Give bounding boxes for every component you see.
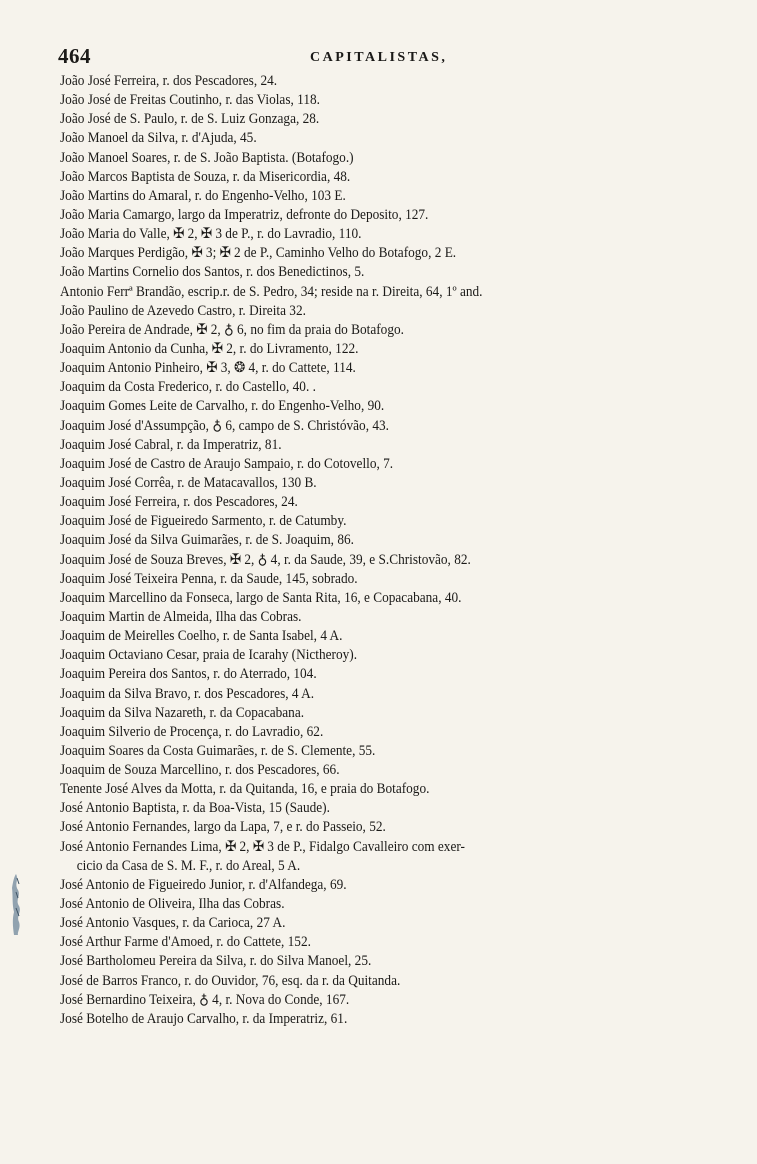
entry-text: João José Ferreira, r. dos Pescadores, 24. [60, 73, 278, 89]
directory-entry [60, 952, 665, 971]
entry-text: José Bernardino Teixeira, ♁ 4, r. Nova do Conde, 167. [60, 991, 350, 1008]
directory-entry [60, 627, 665, 646]
directory-entry [60, 685, 665, 704]
entry-text: Joaquim Antonio Pinheiro, ✠ 3, ❂ 4, r. do Cattete, 114. [60, 360, 356, 377]
entry-text: Joaquim José Teixeira Penna, r. da Saude, 145, sobrado. [60, 570, 358, 587]
entry-text: Joaquim Soares da Costa Guimarães, r. de S. Clemente, 55. [60, 742, 376, 759]
entry-text: Joaquim Antonio da Cunha, ✠ 2, r. do Livramento, 122. [60, 340, 359, 357]
entry-text: José Botelho de Araujo Carvalho, r. da Imperatriz, 61. [60, 1010, 348, 1027]
entry-list [60, 72, 710, 1029]
entry-text: João Paulino de Azevedo Castro, r. Direita 32. [60, 302, 306, 319]
directory-entry [60, 263, 665, 282]
directory-entry [60, 531, 665, 550]
directory-entry [60, 493, 665, 512]
entry-text: Joaquim José Corrêa, r. de Matacavallos, 130 B. [60, 474, 317, 491]
directory-entry [60, 455, 665, 474]
running-head: CAPITALISTAS, [310, 50, 448, 65]
directory-entry [60, 474, 665, 493]
entry-text: João Manoel da Silva, r. d'Ajuda, 45. [60, 130, 257, 147]
entry-text: Tenente José Alves da Motta, r. da Quitanda, 16, e praia do Botafogo. [60, 781, 430, 798]
entry-text: Joaquim José de Figueiredo Sarmento, r. de Catumby. [60, 513, 347, 530]
entry-text: Joaquim Martin de Almeida, Ilha das Cobras. [60, 608, 302, 625]
directory-entry [60, 551, 665, 570]
entry-text: Joaquim de Souza Marcellino, r. dos Pescadores, 66. [60, 762, 340, 779]
directory-entry [60, 187, 665, 206]
directory-entry [60, 378, 665, 397]
directory-entry [60, 723, 665, 742]
directory-entry [60, 570, 665, 589]
directory-entry [60, 972, 665, 991]
directory-entry [60, 321, 665, 340]
entry-text: José Antonio Fernandes, largo da Lapa, 7, e r. do Passeio, 52. [60, 819, 386, 836]
directory-entry [60, 110, 665, 129]
entry-text: José de Barros Franco, r. do Ouvidor, 76, esq. da r. da Quitanda. [60, 972, 401, 989]
entry-text: José Antonio de Figueiredo Junior, r. d'Alfandega, 69. [60, 876, 347, 893]
directory-entry [60, 742, 665, 761]
entry-text: José Bartholomeu Pereira da Silva, r. do Silva Manoel, 25. [60, 953, 372, 970]
directory-entry [60, 876, 665, 895]
directory-entry [60, 838, 665, 857]
entry-continuation-line [60, 857, 665, 876]
directory-entry [60, 225, 665, 244]
entry-text: Joaquim José da Silva Guimarães, r. de S. Joaquim, 86. [60, 532, 354, 549]
directory-entry [60, 168, 665, 187]
entry-text: Joaquim Marcellino da Fonseca, largo de Santa Rita, 16, e Copacabana, 40. [60, 589, 462, 606]
directory-entry [60, 359, 665, 378]
entry-text: Joaquim Pereira dos Santos, r. do Aterrado, 104. [60, 666, 317, 683]
entry-text: Joaquim Silverio de Procença, r. do Lavradio, 62. [60, 723, 324, 740]
directory-entry [60, 1010, 665, 1029]
directory-entry [60, 608, 665, 627]
directory-entry [60, 149, 665, 168]
entry-text: cicio da Casa de S. M. F., r. do Areal, 5 A. [76, 857, 301, 874]
entry-text: Antonio Ferrª Brandão, escrip.r. de S. Pedro, 34; reside na r. Direita, 64, 1º and. [60, 283, 483, 300]
directory-entry [60, 206, 665, 225]
margin-stain [10, 872, 24, 936]
directory-entry [60, 761, 665, 780]
directory-entry [60, 704, 665, 723]
directory-entry [60, 91, 665, 110]
directory-entry [60, 417, 665, 436]
entry-text: João Manoel Soares, r. de S. João Baptista. (Botafogo.) [60, 149, 354, 166]
entry-text: José Antonio Fernandes Lima, ✠ 2, ✠ 3 de P., Fidalgo Cavalleiro com exer- [60, 838, 465, 855]
directory-entry [60, 780, 665, 799]
entry-text: Joaquim José d'Assumpção, ♁ 6, campo de S. Christóvão, 43. [60, 417, 389, 434]
directory-entry [60, 72, 665, 91]
directory-entry [60, 818, 665, 837]
directory-entry [60, 129, 665, 148]
directory-entry [60, 512, 665, 531]
entry-text: Joaquim José Cabral, r. da Imperatriz, 81. [60, 436, 282, 453]
entry-text: Joaquim de Meirelles Coelho, r. de Santa Isabel, 4 A. [60, 628, 343, 645]
directory-entry [60, 914, 665, 933]
entry-text: Joaquim da Silva Nazareth, r. da Copacabana. [60, 704, 305, 721]
directory-entry [60, 436, 665, 455]
directory-entry [60, 397, 665, 416]
directory-entry [60, 302, 665, 321]
directory-entry [60, 646, 665, 665]
entry-text: João Marques Perdigão, ✠ 3; ✠ 2 de P., Caminho Velho do Botafogo, 2 E. [60, 245, 457, 262]
directory-entry [60, 933, 665, 952]
entry-text: João Martins Cornelio dos Santos, r. dos Benedictinos, 5. [60, 264, 365, 281]
entry-text: João José de Freitas Coutinho, r. das Violas, 118. [60, 92, 320, 109]
entry-text: João Maria do Valle, ✠ 2, ✠ 3 de P., r. do Lavradio, 110. [60, 226, 362, 243]
entry-text: Joaquim Gomes Leite de Carvalho, r. do Engenho-Velho, 90. [60, 398, 385, 415]
entry-text: José Antonio Vasques, r. da Carioca, 27 A. [60, 915, 286, 932]
directory-entry [60, 799, 665, 818]
entry-text: Joaquim da Costa Frederico, r. do Castello, 40. . [60, 379, 316, 396]
entry-text: João Martins do Amaral, r. do Engenho-Velho, 103 E. [60, 187, 346, 204]
directory-entry [60, 665, 665, 684]
entry-text: Joaquim José de Souza Breves, ✠ 2, ♁ 4, r. da Saude, 39, e S.Christovão, 82. [60, 551, 471, 568]
entry-text: João Marcos Baptista de Souza, r. da Misericordia, 48. [60, 168, 351, 185]
page-number: 464 [58, 44, 91, 68]
directory-entry [60, 340, 665, 359]
entry-text: Joaquim José de Castro de Araujo Sampaio, r. do Cotovello, 7. [60, 455, 394, 472]
entry-text: Joaquim Octaviano Cesar, praia de Icarahy (Nictheroy). [60, 647, 358, 664]
entry-text: José Antonio de Oliveira, Ilha das Cobras. [60, 896, 285, 913]
entry-text: João Pereira de Andrade, ✠ 2, ♁ 6, no fim da praia do Botafogo. [60, 321, 404, 338]
directory-entry [60, 283, 665, 302]
directory-entry [60, 895, 665, 914]
page-header [58, 44, 708, 68]
directory-entry [60, 991, 665, 1010]
entry-text: Joaquim da Silva Bravo, r. dos Pescadores, 4 A. [60, 685, 315, 702]
entry-text: Joaquim José Ferreira, r. dos Pescadores, 24. [60, 494, 298, 511]
entry-text: João José de S. Paulo, r. de S. Luiz Gonzaga, 28. [60, 111, 320, 128]
entry-text: José Arthur Farme d'Amoed, r. do Cattete, 152. [60, 934, 311, 951]
entry-text: João Maria Camargo, largo da Imperatriz, defronte do Deposito, 127. [60, 206, 429, 223]
directory-entry [60, 589, 665, 608]
directory-entry [60, 244, 665, 263]
entry-text: José Antonio Baptista, r. da Boa-Vista, 15 (Saude). [60, 800, 330, 817]
